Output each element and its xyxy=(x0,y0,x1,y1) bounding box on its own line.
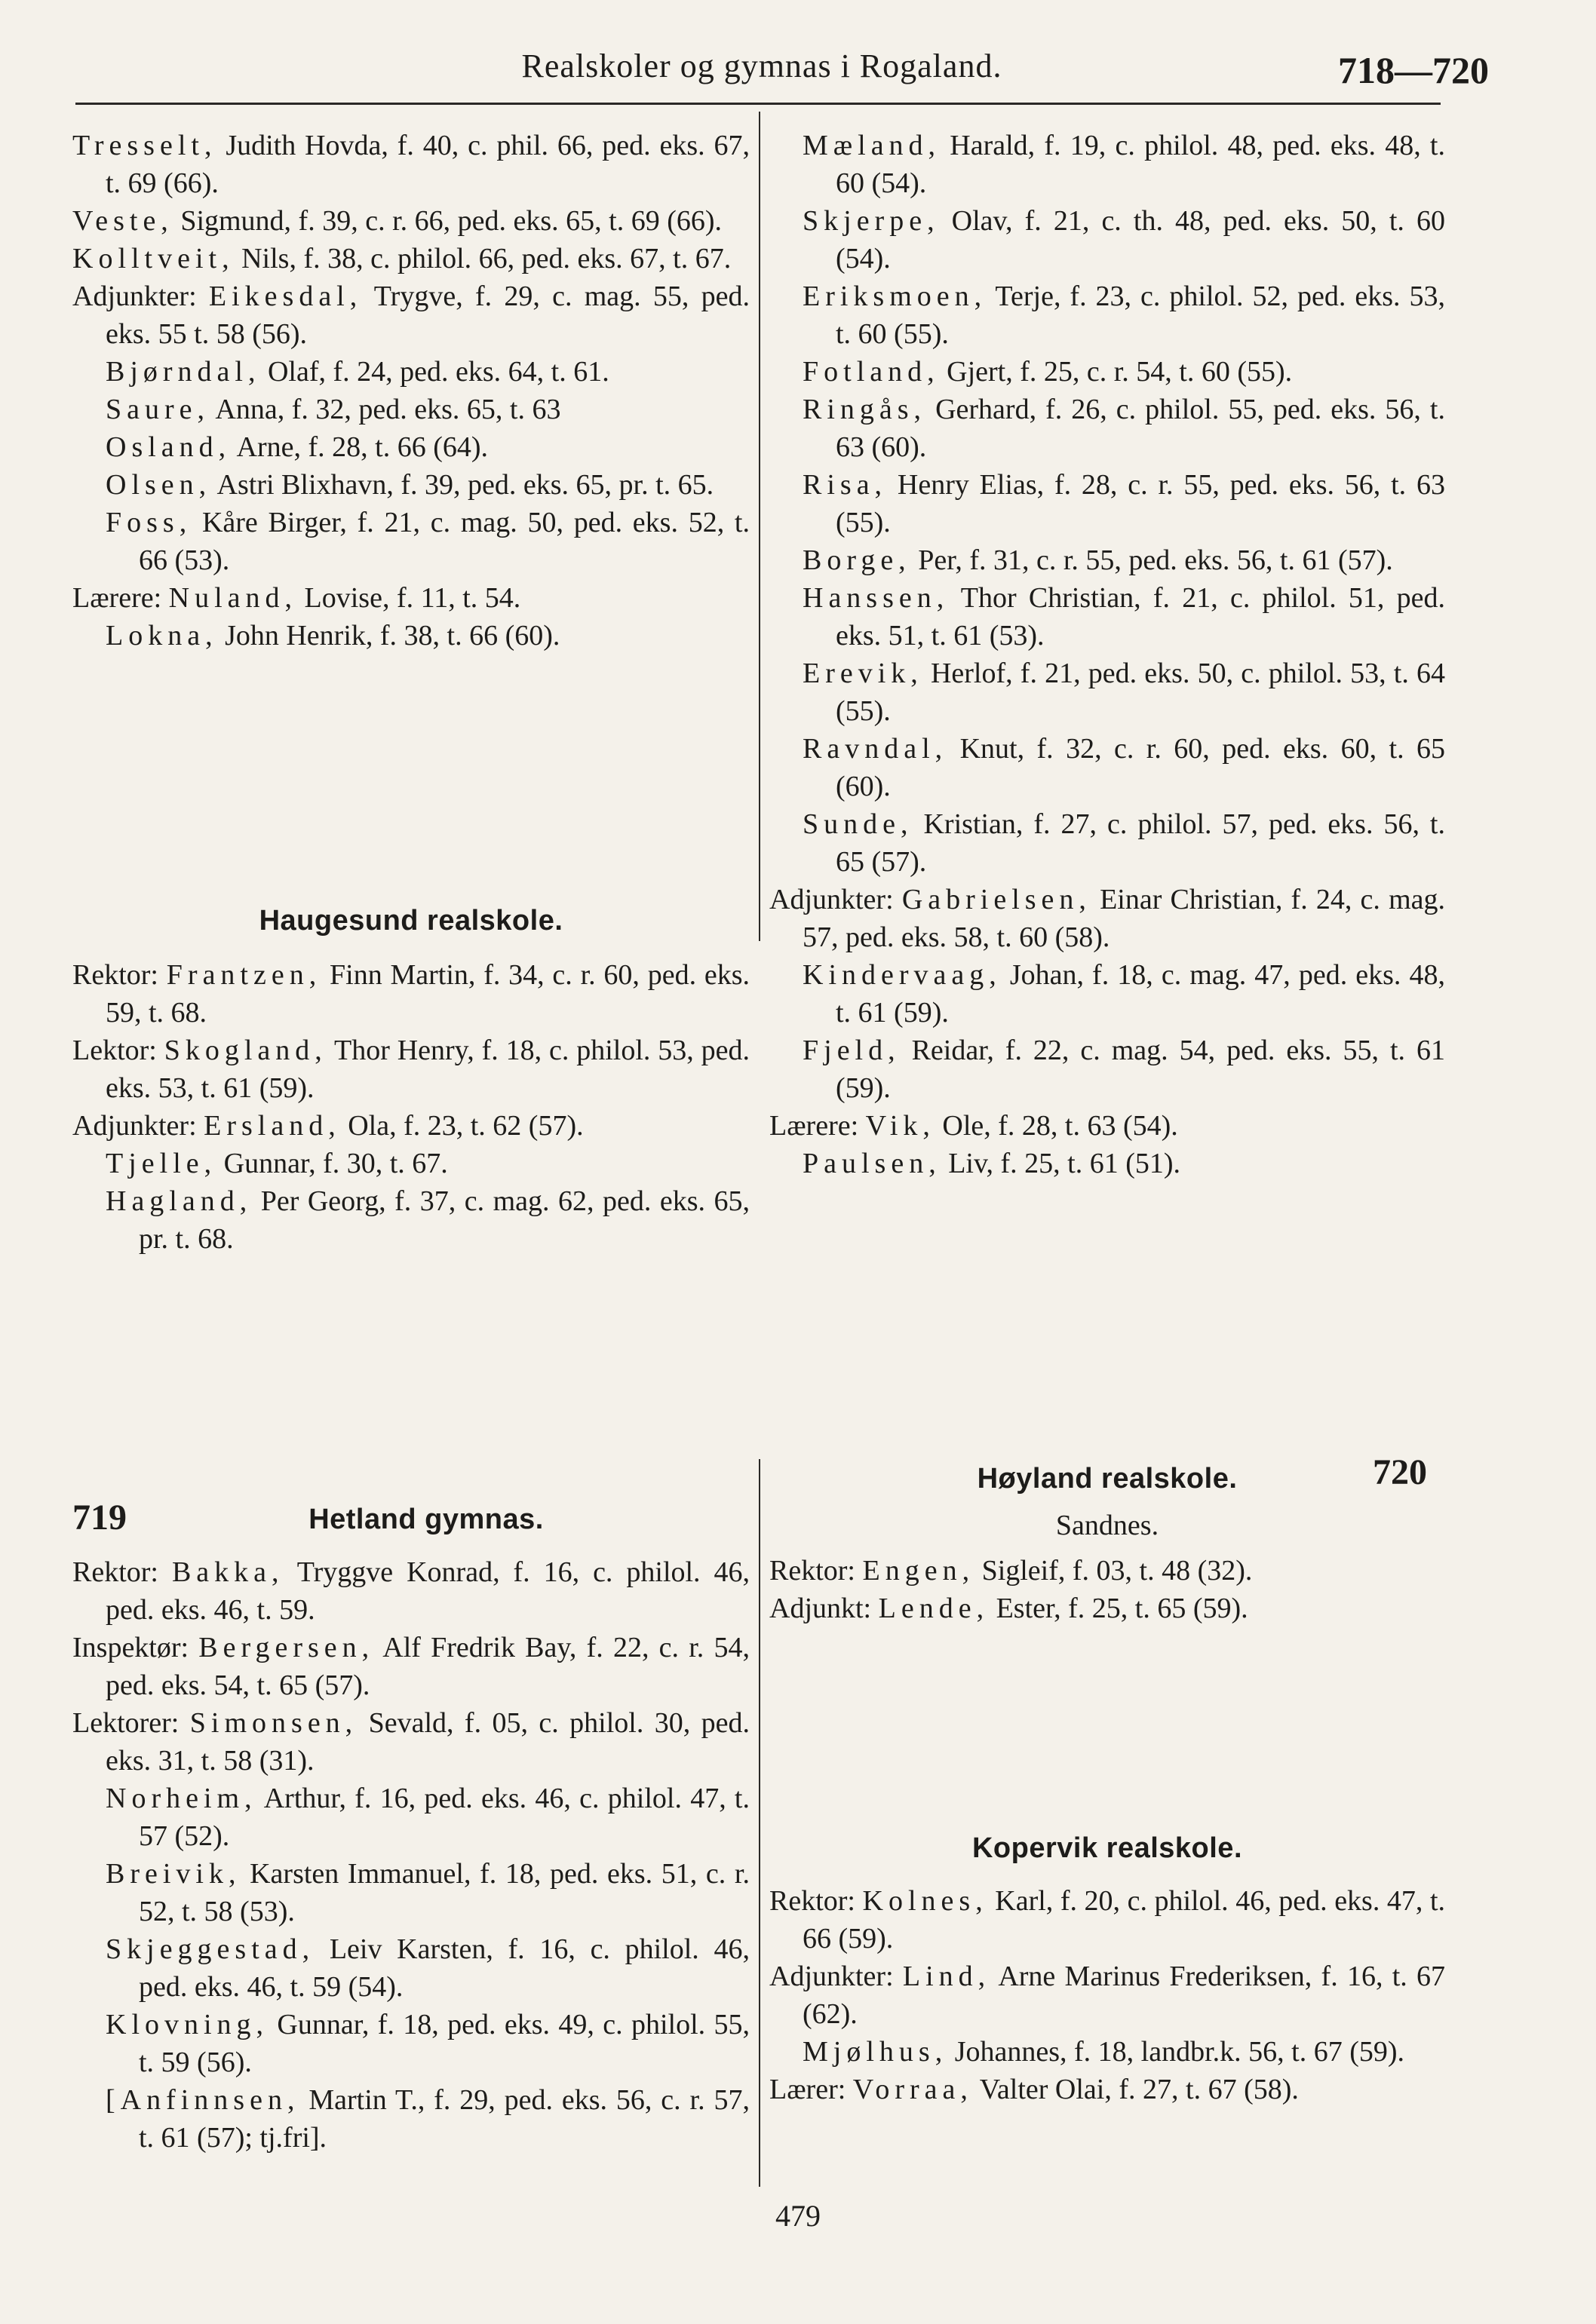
entry-name: Breivik, xyxy=(106,1858,241,1890)
section-title-hetland: Hetland gymnas. xyxy=(308,1504,544,1535)
directory-entry xyxy=(72,2006,750,2081)
entry-details: Arne Marinus Frederiksen, f. 16, t. 67 (62). xyxy=(803,1961,1445,2030)
entry-name: Erevik, xyxy=(803,658,923,689)
entry-details: Kåre Birger, f. 21, c. mag. 50, ped. eks. 52, t. 66 (53). xyxy=(139,507,750,576)
entry-role: Lærere: xyxy=(769,1110,859,1142)
entry-name: Skjerpe, xyxy=(803,205,940,237)
directory-entry xyxy=(72,1032,750,1107)
entry-details: Karl, f. 20, c. philol. 46, ped. eks. 47, t. 66 (59). xyxy=(803,1885,1446,1955)
entry-name: Mæland, xyxy=(803,130,941,161)
kopervik-entries xyxy=(769,1882,1445,2108)
entry-details: Ola, f. 23, t. 62 (57). xyxy=(340,1110,584,1142)
entry-name: Vik, xyxy=(865,1110,935,1142)
entry-details: Per, f. 31, c. r. 55, ped. eks. 56, t. 61 (57). xyxy=(910,544,1393,576)
entry-details: Judith Hovda, f. 40, c. phil. 66, ped. eks. 67, t. 69 (66). xyxy=(106,130,750,199)
entry-details: Finn Martin, f. 34, c. r. 60, ped. eks. 59, t. 68. xyxy=(106,959,750,1029)
directory-entry xyxy=(72,202,750,240)
directory-entry xyxy=(72,956,750,1032)
entry-details: Arthur, f. 16, ped. eks. 46, c. philol. 47, t. 57 (52). xyxy=(139,1783,750,1852)
entry-details: Sevald, f. 05, c. philol. 30, ped. eks. 31, t. 58 (31). xyxy=(106,1707,750,1777)
entry-name: Klovning, xyxy=(106,2009,269,2040)
directory-entry xyxy=(769,579,1445,655)
entry-name: Gabrielsen, xyxy=(901,884,1091,915)
entry-details: Gjert, f. 25, c. r. 54, t. 60 (55). xyxy=(939,356,1293,388)
directory-entry xyxy=(72,1145,750,1182)
entry-details: Leiv Karsten, f. 16, c. philol. 46, ped. eks. 46, t. 59 (54). xyxy=(139,1933,750,2003)
entry-name: Ringås, xyxy=(803,394,927,425)
entry-details: Thor Christian, f. 21, c. philol. 51, ped. eks. 51, t. 61 (53). xyxy=(836,582,1445,652)
entry-role: Inspektør: xyxy=(72,1632,189,1663)
directory-entry xyxy=(72,391,750,428)
entry-name: Simonsen, xyxy=(189,1707,358,1739)
entry-details: Ester, f. 25, t. 65 (59). xyxy=(989,1593,1248,1624)
directory-entry xyxy=(769,1958,1445,2033)
entry-name: Bakka, xyxy=(171,1556,284,1588)
entry-name: Lende, xyxy=(878,1593,990,1624)
kopervik-section xyxy=(769,1829,1445,2108)
entry-role: Adjunkt: xyxy=(769,1593,872,1624)
section-place-sandnes: Sandnes. xyxy=(1055,1510,1159,1541)
entry-name: Eriksmoen, xyxy=(803,281,987,312)
directory-entry xyxy=(769,730,1445,805)
entry-name: Foss, xyxy=(106,507,192,538)
entry-name: Skogland, xyxy=(164,1035,327,1066)
directory-entry xyxy=(72,579,750,617)
entry-role: Lektorer: xyxy=(72,1707,180,1739)
entry-name: Mjølhus, xyxy=(803,2036,948,2068)
entry-role: Adjunkter: xyxy=(72,1110,197,1142)
page-number: 479 xyxy=(775,2199,821,2233)
entry-details: Trygve, f. 29, c. mag. 55, ped. eks. 55 t. 58 (56). xyxy=(106,281,750,350)
section-title-kopervik: Kopervik realskole. xyxy=(971,1832,1242,1864)
directory-entry xyxy=(769,1552,1445,1590)
entry-role: Adjunkter: xyxy=(72,281,197,312)
directory-entry xyxy=(769,805,1445,881)
entry-role: Lærer: xyxy=(769,2074,846,2105)
directory-entry xyxy=(72,2081,750,2157)
section-number-720: 720 xyxy=(1373,1452,1427,1492)
directory-entry xyxy=(72,1107,750,1145)
entry-details: Gerhard, f. 26, c. philol. 55, ped. eks. 56, t. 63 (60). xyxy=(836,394,1445,463)
entry-role: Rektor: xyxy=(769,1885,855,1917)
entry-details: Olav, f. 21, c. th. 48, ped. eks. 50, t. 60 (54). xyxy=(836,205,1445,274)
entry-details: Alf Fredrik Bay, f. 22, c. r. 54, ped. eks. 54, t. 65 (57). xyxy=(106,1632,750,1701)
right-top-list xyxy=(769,127,1445,1182)
entry-name: Olsen, xyxy=(106,469,212,501)
entry-name: Ersland, xyxy=(204,1110,341,1142)
entry-name: Eikesdal, xyxy=(208,281,363,312)
entry-role: Lærere: xyxy=(72,582,162,614)
entry-name: Sunde, xyxy=(803,808,913,840)
directory-entry xyxy=(72,617,750,655)
entry-name: Ravndal, xyxy=(803,733,948,765)
entry-details: Anna, f. 32, ped. eks. 65, t. 63 xyxy=(210,394,561,425)
entry-details: John Henrik, f. 38, t. 66 (60). xyxy=(217,620,560,652)
column-divider-bottom xyxy=(759,1459,760,2187)
directory-entry xyxy=(769,1032,1445,1107)
entry-details: Reidar, f. 22, c. mag. 54, ped. eks. 55, t. 61 (59). xyxy=(836,1035,1445,1104)
entry-name: Kolltveit, xyxy=(72,243,235,274)
directory-entry xyxy=(769,466,1445,541)
entry-details: Tryggve Konrad, f. 16, c. philol. 46, ped. eks. 46, t. 59. xyxy=(106,1556,750,1626)
directory-entry xyxy=(769,2033,1445,2071)
entry-details: Olaf, f. 24, ped. eks. 64, t. 61. xyxy=(260,356,609,388)
directory-entry xyxy=(769,1882,1445,1958)
header-rule xyxy=(75,103,1441,105)
directory-entry xyxy=(769,1590,1445,1627)
entry-details: Johannes, f. 18, landbr.k. 56, t. 67 (59). xyxy=(947,2036,1405,2068)
section-title-hoyland: Høyland realskole. xyxy=(977,1463,1238,1495)
entry-name: Frantzen, xyxy=(166,959,322,991)
hetland-entries xyxy=(72,1553,750,2157)
entry-name: Saure, xyxy=(106,394,210,425)
entry-details: Johan, f. 18, c. mag. 47, ped. eks. 48, t. 61 (59). xyxy=(836,959,1445,1029)
entry-name: Bjørndal, xyxy=(106,356,261,388)
directory-entry xyxy=(72,1704,750,1780)
directory-entry xyxy=(72,428,750,466)
hetland-section xyxy=(72,1501,750,2157)
entry-name: Bergersen, xyxy=(198,1632,375,1663)
entry-details: Sigleif, f. 03, t. 48 (32). xyxy=(974,1555,1253,1587)
directory-entry xyxy=(72,127,750,202)
section-title-haugesund: Haugesund realskole. xyxy=(259,905,563,937)
directory-entry xyxy=(72,1855,750,1930)
directory-entry xyxy=(72,1780,750,1855)
directory-entry xyxy=(769,391,1445,466)
entry-role: Adjunkter: xyxy=(769,1961,894,1992)
entry-details: Sigmund, f. 39, c. r. 66, ped. eks. 65, t. 69 (66). xyxy=(173,205,723,237)
entry-details: Terje, f. 23, c. philol. 52, ped. eks. 53, t. 60 (55). xyxy=(836,281,1445,350)
entry-role: Rektor: xyxy=(769,1555,855,1587)
directory-entry xyxy=(769,655,1445,730)
entry-name: Lokna, xyxy=(106,620,218,652)
entry-name: Fotland, xyxy=(803,356,940,388)
entry-details: Lovise, f. 11, t. 54. xyxy=(297,582,521,614)
entry-details: Gunnar, f. 30, t. 67. xyxy=(216,1148,448,1179)
entry-name: Hanssen, xyxy=(803,582,950,614)
directory-entry xyxy=(72,1553,750,1629)
running-header-title: Realskoler og gymnas i Rogaland. xyxy=(521,48,1002,84)
entry-name: Borge, xyxy=(803,544,911,576)
entry-details: Per Georg, f. 37, c. mag. 62, ped. eks. 65, pr. t. 68. xyxy=(139,1185,750,1255)
entry-details: Kristian, f. 27, c. philol. 57, ped. eks. 56, t. 65 (57). xyxy=(836,808,1445,878)
entry-details: Ole, f. 28, t. 63 (54). xyxy=(935,1110,1178,1142)
entry-details: Nils, f. 38, c. philol. 66, ped. eks. 67, t. 67. xyxy=(234,243,732,274)
entry-name: Nuland, xyxy=(168,582,298,614)
entry-name: Kolnes, xyxy=(862,1885,988,1917)
entry-name: Fjeld, xyxy=(803,1035,901,1066)
directory-entry xyxy=(769,541,1445,579)
directory-entry xyxy=(769,353,1445,391)
directory-entry xyxy=(769,881,1445,956)
directory-entry xyxy=(769,202,1445,277)
hoyland-entries xyxy=(769,1552,1445,1627)
entry-details: Henry Elias, f. 28, c. r. 55, ped. eks. 56, t. 63 (55). xyxy=(836,469,1445,538)
directory-entry xyxy=(72,240,750,277)
entry-name: Hagland, xyxy=(106,1185,253,1217)
entry-details: Martin T., f. 29, ped. eks. 56, c. r. 57, t. 61 (57); tj.fri]. xyxy=(139,2084,750,2154)
directory-entry xyxy=(72,504,750,579)
directory-entry xyxy=(769,956,1445,1032)
directory-entry xyxy=(72,353,750,391)
entry-name: Lind, xyxy=(902,1961,991,1992)
directory-entry xyxy=(769,127,1445,202)
section-number-719: 719 xyxy=(72,1498,127,1538)
directory-entry xyxy=(72,277,750,353)
entry-name: Tjelle, xyxy=(106,1148,217,1179)
page-range: 718—720 xyxy=(1338,49,1489,91)
entry-role: Rektor: xyxy=(72,959,158,991)
entry-name: Tresselt, xyxy=(72,130,217,161)
directory-entry xyxy=(769,1107,1445,1145)
directory-entry xyxy=(72,1930,750,2006)
entry-name: Vorraa, xyxy=(852,2074,973,2105)
entry-details: Karsten Immanuel, f. 18, ped. eks. 51, c. r. 52, t. 58 (53). xyxy=(139,1858,750,1927)
directory-entry xyxy=(72,1629,750,1704)
hoyland-section xyxy=(769,1460,1445,1627)
entry-details: Astri Blixhavn, f. 39, ped. eks. 65, pr. t. 65. xyxy=(211,469,714,501)
column-divider-top xyxy=(759,112,760,941)
entry-details: Liv, f. 25, t. 61 (51). xyxy=(941,1148,1181,1179)
directory-entry xyxy=(72,466,750,504)
entry-details: Knut, f. 32, c. r. 60, ped. eks. 60, t. 65 (60). xyxy=(836,733,1445,802)
entry-details: Arne, f. 28, t. 66 (64). xyxy=(231,431,489,463)
entry-role: Adjunkter: xyxy=(769,884,894,915)
haugesund-entries xyxy=(72,956,750,1258)
entry-name: Norheim, xyxy=(106,1783,257,1814)
entry-details: Valter Olai, f. 27, t. 67 (58). xyxy=(972,2074,1299,2105)
directory-entry xyxy=(769,1145,1445,1182)
directory-entry xyxy=(72,1182,750,1258)
entry-name: Skjeggestad, xyxy=(106,1933,315,1965)
entry-details: Herlof, f. 21, ped. eks. 50, c. philol. 53, t. 64 (55). xyxy=(836,658,1445,727)
entry-name: Paulsen, xyxy=(803,1148,941,1179)
directory-entry xyxy=(769,2071,1445,2108)
entry-name: Osland, xyxy=(106,431,232,463)
entry-name: Kindervaag, xyxy=(803,959,1002,991)
entry-details: Gunnar, f. 18, ped. eks. 49, c. philol. 55, t. 59 (56). xyxy=(139,2009,750,2078)
entry-name: Engen, xyxy=(862,1555,975,1587)
entry-details: Einar Christian, f. 24, c. mag. 57, ped. eks. 58, t. 60 (58). xyxy=(803,884,1446,953)
directory-entry xyxy=(769,277,1445,353)
entry-details: Harald, f. 19, c. philol. 48, ped. eks. 48, t. 60 (54). xyxy=(836,130,1445,199)
entry-name: Risa, xyxy=(803,469,888,501)
entry-details: Thor Henry, f. 18, c. philol. 53, ped. eks. 53, t. 61 (59). xyxy=(106,1035,750,1104)
haugesund-section xyxy=(72,902,750,1258)
entry-role: Rektor: xyxy=(72,1556,158,1588)
entry-name: Veste, xyxy=(72,205,173,237)
entry-role: Lektor: xyxy=(72,1035,157,1066)
left-top-list xyxy=(72,127,750,655)
entry-name: [Anfinnsen, xyxy=(106,2084,300,2116)
